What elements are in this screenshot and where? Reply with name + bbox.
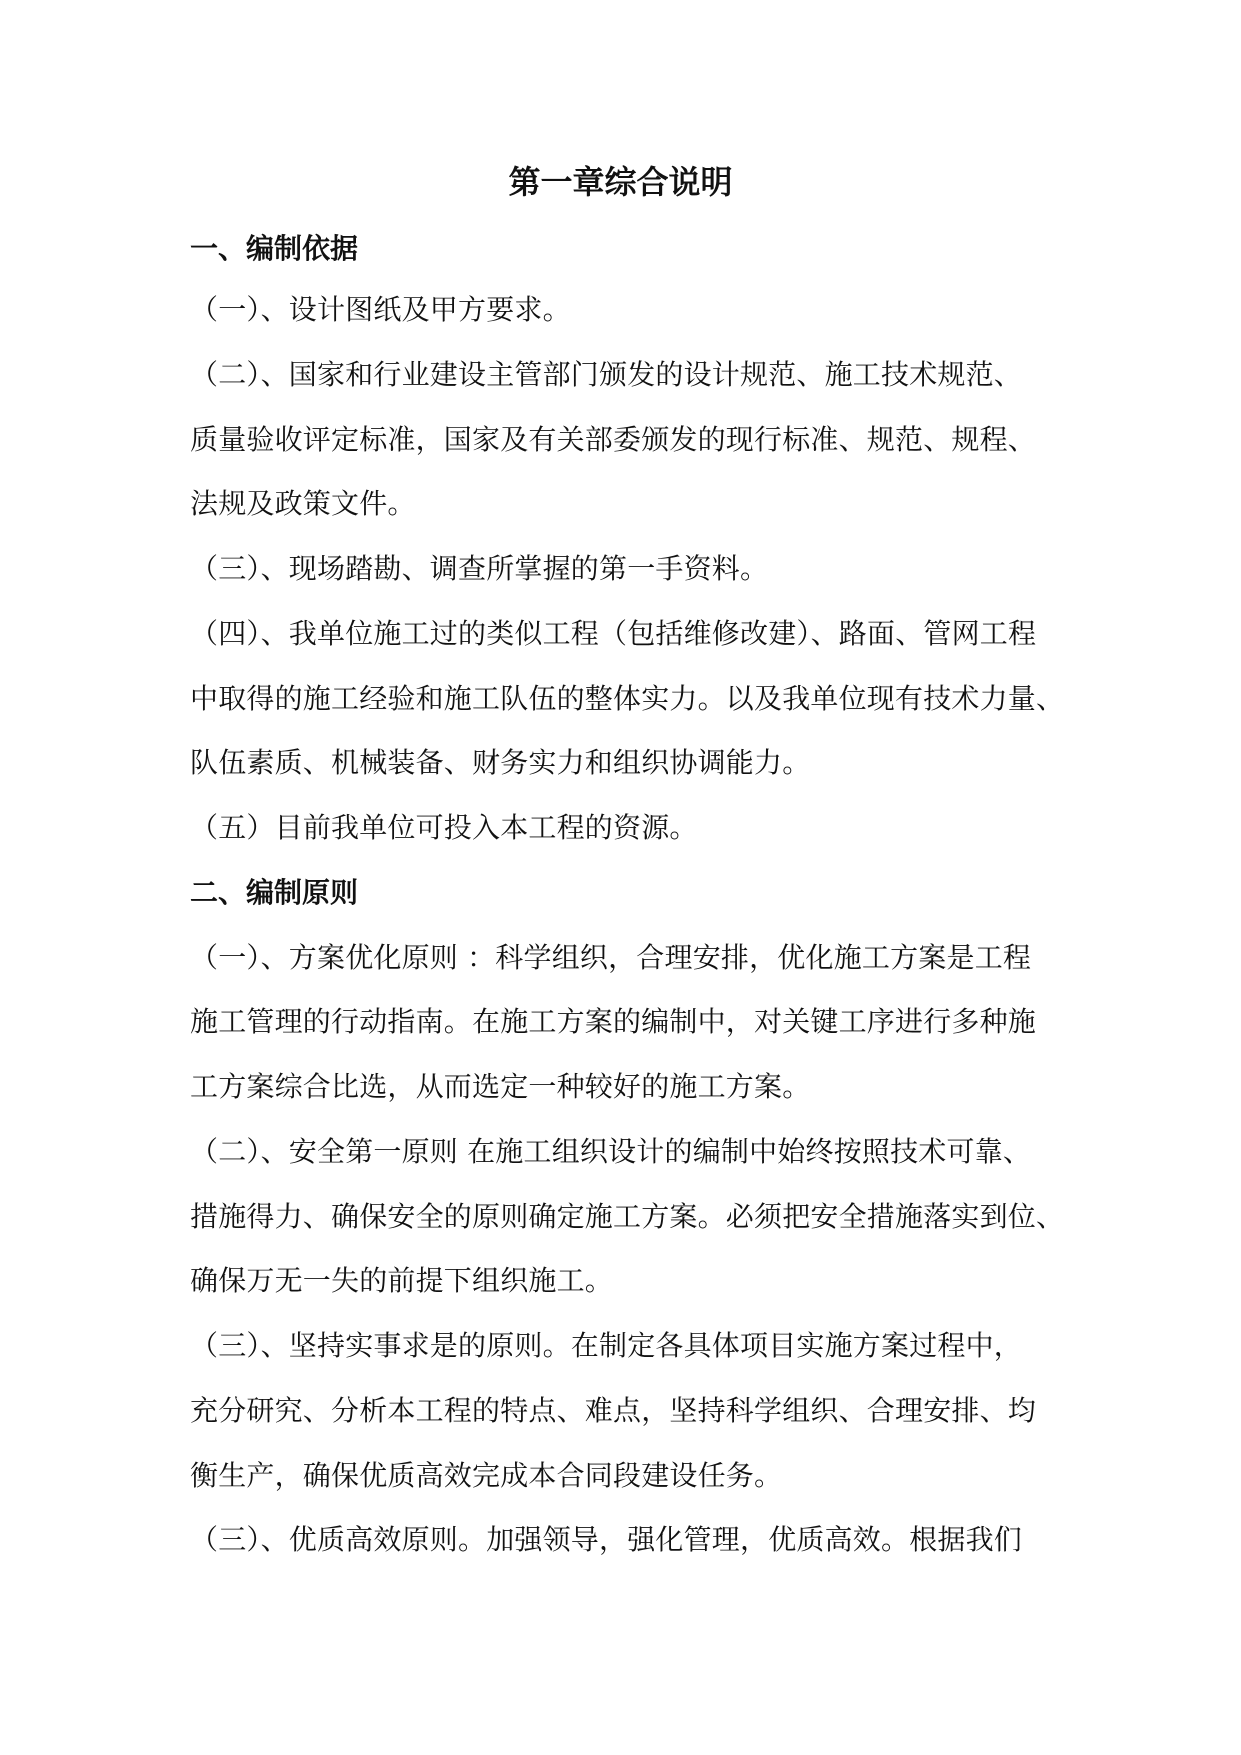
paragraph-line: （三）、坚持实事求是的原则。在制定各具体项目实施方案过程中， [190,1329,1023,1362]
paragraph-line: 衡生产，确保优质高效完成本合同段建设任务。 [190,1459,783,1492]
paragraph-line: 质量验收评定标准，国家及有关部委颁发的现行标准、规范、规程、 [190,423,1037,456]
paragraph-line: （二）、国家和行业建设主管部门颁发的设计规范、施工技术规范、 [190,358,1023,391]
section-heading-principles: 二、编制原则 [190,876,359,909]
section-heading-basis: 一、编制依据 [190,232,359,265]
paragraph-line: 施工管理的行动指南。在施工方案的编制中，对关键工序进行多种施 [190,1005,1037,1038]
paragraph-line: 工方案综合比选，从而选定一种较好的施工方案。 [190,1070,811,1103]
paragraph-line: 措施得力、确保安全的原则确定施工方案。必须把安全措施落实到位、 [190,1200,1065,1233]
paragraph-line: （一）、方案优化原则 ：科学组织，合理安排，优化施工方案是工程 [190,941,1032,974]
paragraph-line: 法规及政策文件。 [190,487,416,520]
paragraph-line: （五）目前我单位可投入本工程的资源。 [190,811,698,844]
paragraph-line: （一）、设计图纸及甲方要求。 [190,293,571,326]
paragraph-line: 确保万无一失的前提下组织施工。 [190,1264,614,1297]
paragraph-line: （三）、现场踏勘、调查所掌握的第一手资料。 [190,552,769,585]
chapter-title: 第一章综合说明 [508,163,733,201]
paragraph-line: 队伍素质、机械装备、财务实力和组织协调能力。 [190,746,811,779]
paragraph-line: 充分研究、分析本工程的特点、难点，坚持科学组织、合理安排、均 [190,1394,1037,1427]
paragraph-line: （二）、安全第一原则 在施工组织设计的编制中始终按照技术可靠、 [190,1135,1032,1168]
paragraph-line: （三）、优质高效原则。加强领导，强化管理，优质高效。根据我们 [190,1523,1023,1556]
paragraph-line: （四）、我单位施工过的类似工程（包括维修改建）、路面、管网工程 [190,617,1037,650]
paragraph-line: 中取得的施工经验和施工队伍的整体实力。以及我单位现有技术力量、 [190,682,1065,715]
